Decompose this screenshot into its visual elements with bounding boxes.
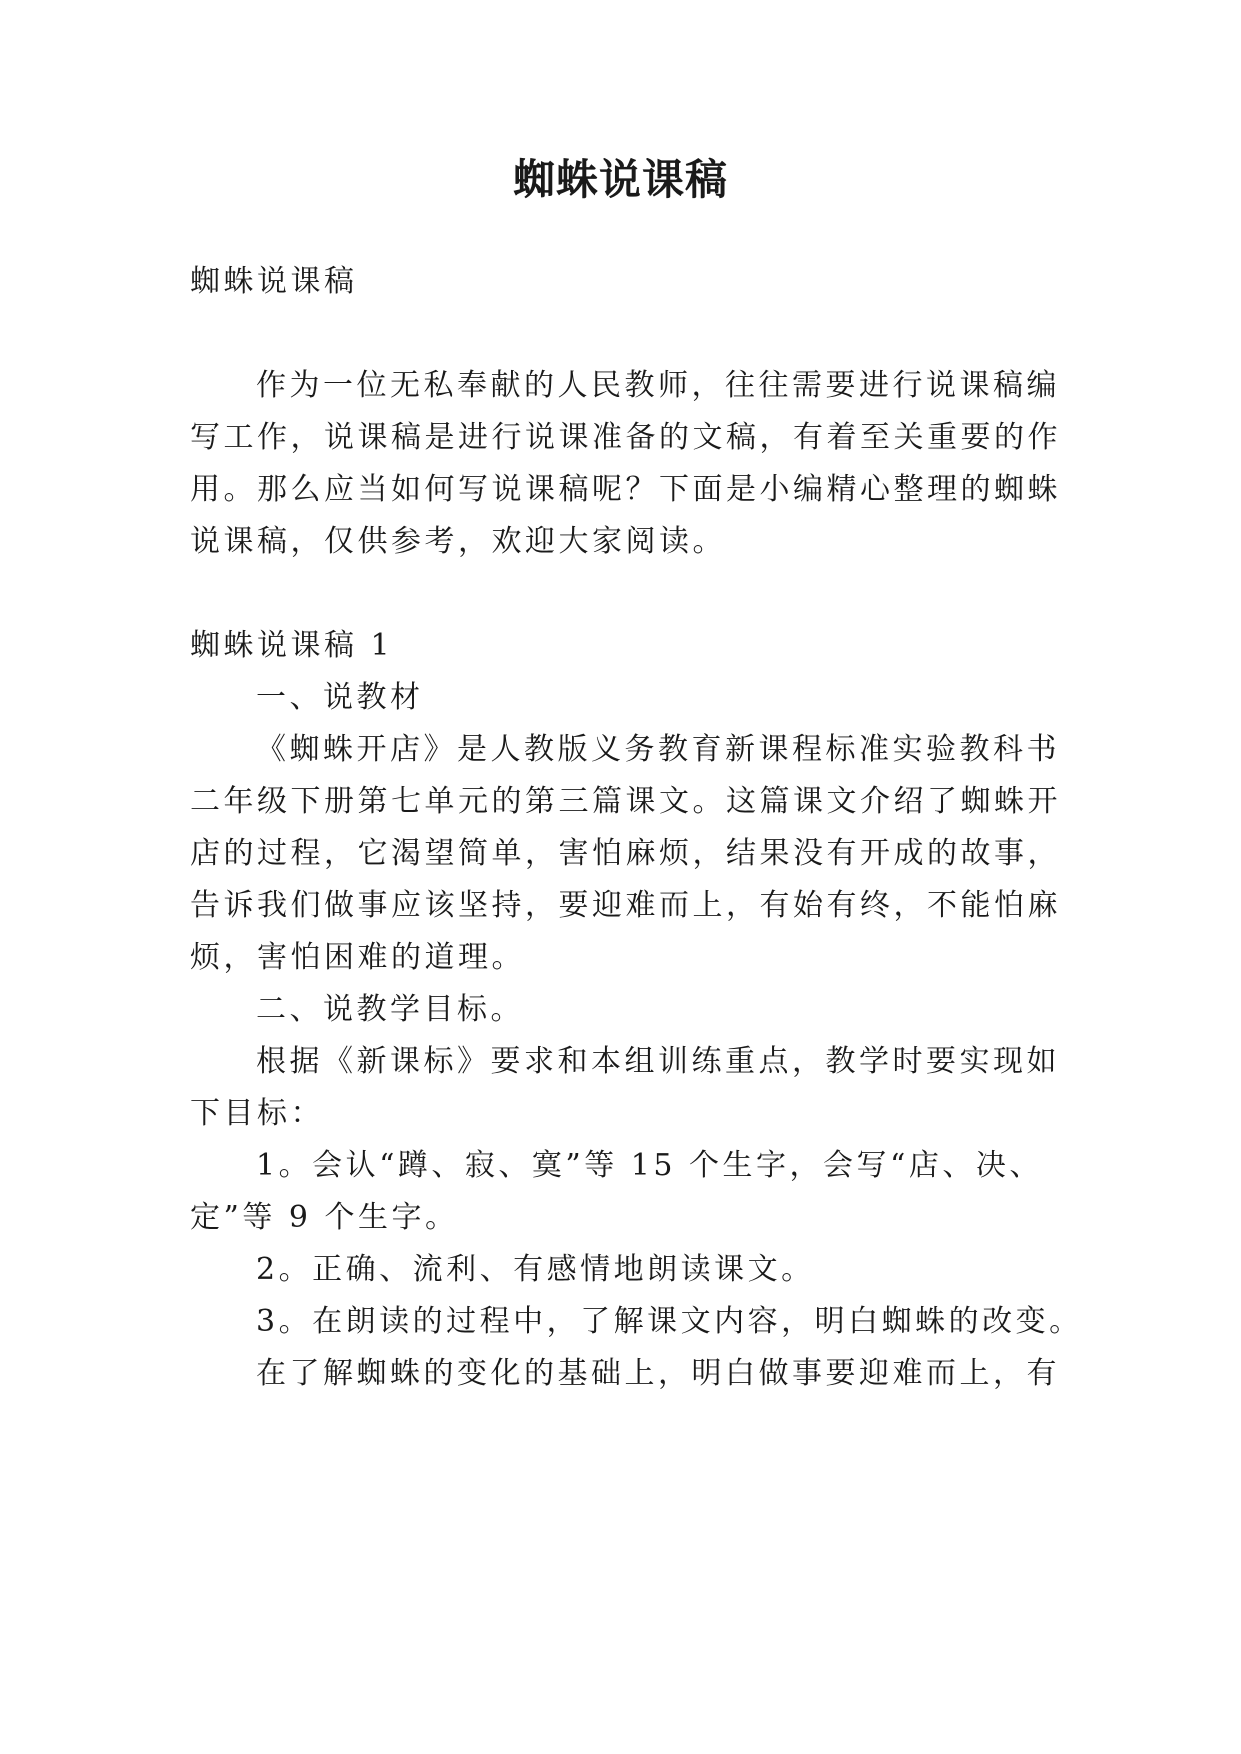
intro-line-3: 用。那么应当如何写说课稿呢？下面是小编精心整理的蜘蛛 (190, 472, 1061, 507)
intro-line-1: 作为一位无私奉献的人民教师，往往需要进行说课稿编 (256, 368, 1060, 403)
heading-teaching-goals: 二、说教学目标。 (256, 992, 524, 1027)
goal-line-1-cont: 定”等 9 个生字。 (190, 1200, 459, 1235)
body-line-8: 下目标： (190, 1096, 324, 1131)
body-line-last: 在了解蜘蛛的变化的基础上，明白做事要迎难而上，有 (256, 1356, 1060, 1391)
body-line-2: 二年级下册第七单元的第三篇课文。这篇课文介绍了蜘蛛开 (190, 784, 1061, 819)
intro-line-2: 写工作，说课稿是进行说课准备的文稿，有着至关重要的作 (190, 420, 1061, 455)
intro-line-4: 说课稿，仅供参考，欢迎大家阅读。 (190, 524, 726, 559)
document-subtitle: 蜘蛛说课稿 (190, 264, 358, 299)
heading-teaching-material: 一、说教材 (256, 680, 424, 715)
body-line-7: 根据《新课标》要求和本组训练重点，教学时要实现如 (256, 1044, 1060, 1079)
body-line-5: 烦，害怕困难的道理。 (190, 940, 525, 975)
section-title: 蜘蛛说课稿 1 (190, 628, 394, 663)
goal-line-2: 2。正确、流利、有感情地朗读课文。 (256, 1252, 815, 1287)
goal-line-3: 3。在朗读的过程中，了解课文内容，明白蜘蛛的改变。 (256, 1304, 1083, 1339)
body-line-4: 告诉我们做事应该坚持，要迎难而上，有始有终，不能怕麻 (190, 888, 1061, 923)
body-line-3: 店的过程，它渴望简单，害怕麻烦，结果没有开成的故事， (190, 836, 1061, 871)
body-line-1: 《蜘蛛开店》是人教版义务教育新课程标准实验教科书 (256, 732, 1060, 767)
goal-line-1: 1。会认“蹲、寂、寞”等 15 个生字，会写“店、决、 (256, 1148, 1043, 1183)
document-title: 蜘蛛说课稿 (512, 155, 728, 204)
